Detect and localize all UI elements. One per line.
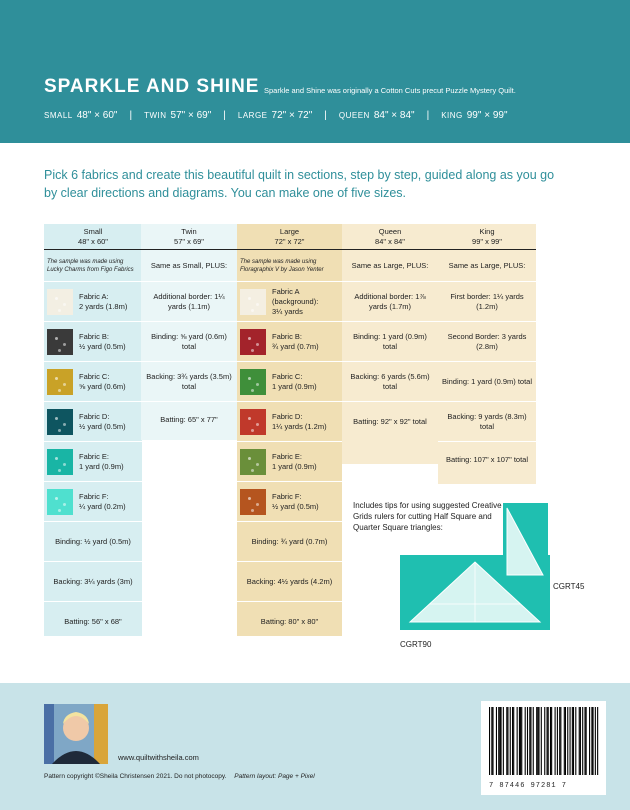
barcode-bar bbox=[510, 707, 511, 775]
barcode-bar bbox=[537, 707, 538, 775]
fabric-row bbox=[44, 282, 142, 322]
barcode-bar bbox=[503, 707, 504, 775]
fabric-swatch bbox=[240, 329, 266, 355]
same-as-cell: Same as Large, PLUS: bbox=[342, 250, 438, 282]
size-dims: 72" x 72" bbox=[274, 237, 305, 246]
copyright-text bbox=[44, 773, 315, 780]
column-header bbox=[237, 224, 342, 250]
fabric-text bbox=[272, 332, 319, 352]
size-label: SMALL bbox=[44, 111, 73, 120]
batting-cell: Batting: 56" x 68" bbox=[64, 617, 122, 626]
fabric-row bbox=[44, 482, 142, 522]
fabric-name: Fabric A: bbox=[79, 291, 109, 301]
fabric-row bbox=[237, 442, 342, 482]
fabric-text bbox=[79, 332, 126, 352]
twin-row: Batting: 65" x 77" bbox=[160, 415, 218, 424]
fabric-swatch bbox=[240, 289, 266, 315]
copyright-line: Pattern copyright ©Sheila Christensen 2021. Do not photocopy. bbox=[44, 773, 227, 780]
fabric-row bbox=[237, 322, 342, 362]
fabric-name: Fabric C: bbox=[79, 371, 110, 381]
column-large bbox=[237, 224, 342, 636]
barcode-bar bbox=[559, 707, 560, 775]
barcode-bar bbox=[575, 707, 576, 775]
fabric-row bbox=[44, 322, 142, 362]
barcode-bar bbox=[550, 707, 551, 775]
barcode-bar bbox=[519, 707, 520, 775]
fabric-amount: ½ yard (0.5m) bbox=[79, 421, 126, 431]
fabric-amount: ¼ yard (0.2m) bbox=[79, 501, 126, 511]
barcode-bar bbox=[517, 707, 518, 775]
barcode-bar bbox=[580, 707, 581, 775]
fabric-swatch bbox=[47, 449, 73, 475]
twin-row: Backing: 3¾ yards (3.5m) total bbox=[141, 362, 237, 402]
size-separator: | bbox=[426, 110, 430, 121]
website-link[interactable]: www.quiltwithsheila.com bbox=[118, 753, 199, 762]
barcode-bar bbox=[541, 707, 542, 775]
pattern-title: SPARKLE AND SHINE bbox=[44, 76, 260, 97]
fabric-swatch bbox=[47, 289, 73, 315]
barcode-bar bbox=[529, 707, 530, 775]
barcode-bar bbox=[555, 707, 556, 775]
size-name: Large bbox=[279, 227, 300, 236]
size-name: Twin bbox=[181, 227, 197, 236]
size-option bbox=[44, 110, 117, 121]
fabric-name: Fabric D: bbox=[79, 411, 110, 421]
fabric-row bbox=[237, 282, 342, 322]
barcode-bar bbox=[548, 707, 549, 775]
barcode-bar bbox=[582, 707, 583, 775]
fabric-text bbox=[79, 452, 124, 472]
barcode-number: 7 87446 97281 7 bbox=[489, 782, 568, 790]
queen-row: Additional border: 1⅞ yards (1.7m) bbox=[342, 282, 438, 322]
layout-credit: Pattern layout: Page + Pixel bbox=[234, 773, 315, 780]
fabric-amount: 1 yard (0.9m) bbox=[272, 461, 317, 471]
binding-cell: Binding: ½ yard (0.5m) bbox=[44, 522, 142, 562]
barcode-bar bbox=[567, 707, 568, 775]
size-option bbox=[238, 110, 312, 121]
barcode-bar bbox=[499, 707, 500, 775]
fabric-name: Fabric E: bbox=[272, 451, 303, 461]
fabric-swatch bbox=[47, 409, 73, 435]
fabric-amount: ¾ yard (0.7m) bbox=[272, 341, 319, 351]
size-dims: 99" x 99" bbox=[472, 237, 502, 246]
sample-note: The sample was made using Lucky Charms from Figo Fabrics bbox=[44, 250, 142, 282]
king-row: Second Border: 3 yards (2.8m) bbox=[438, 322, 536, 362]
batting-cell: Batting: 80" x 80" bbox=[260, 617, 319, 626]
barcode-bar bbox=[512, 707, 513, 775]
fabric-swatch bbox=[47, 329, 73, 355]
barcode-bar bbox=[498, 707, 499, 775]
barcode-bar bbox=[536, 707, 537, 775]
fabric-name: Fabric B: bbox=[272, 331, 303, 341]
queen-row: Batting: 92" x 92" total bbox=[353, 417, 427, 426]
barcode-bar bbox=[513, 707, 514, 775]
fabric-amount: ½ yard (0.5m) bbox=[79, 341, 126, 351]
barcode-bar bbox=[570, 707, 571, 775]
barcode-bar bbox=[527, 707, 528, 775]
fabric-text bbox=[272, 412, 327, 432]
barcode-bar bbox=[595, 707, 596, 775]
fabric-amount: 1 yard (0.9m) bbox=[79, 461, 124, 471]
fabric-text bbox=[79, 492, 126, 512]
fabric-amount: 1 yard (0.9m) bbox=[272, 381, 317, 391]
fabric-name: Fabric D: bbox=[272, 411, 303, 421]
fabric-row bbox=[44, 402, 142, 442]
fabric-amount: ½ yard (0.5m) bbox=[272, 501, 319, 511]
king-row: Batting: 107" x 107" total bbox=[445, 455, 529, 464]
fabric-amount: 2 yards (1.8m) bbox=[79, 301, 128, 311]
fabric-name: Fabric F: bbox=[272, 491, 302, 501]
size-name: Queen bbox=[378, 227, 402, 236]
size-separator: | bbox=[324, 110, 327, 121]
size-list bbox=[44, 110, 508, 121]
barcode-bar bbox=[496, 707, 497, 775]
same-as-cell: Same as Small, PLUS: bbox=[141, 250, 237, 282]
fabric-text bbox=[272, 452, 317, 472]
size-dimensions: 48" × 60" bbox=[76, 110, 118, 121]
fabric-text bbox=[79, 372, 126, 392]
barcode-bar bbox=[538, 707, 539, 775]
barcode-bar bbox=[506, 707, 507, 775]
barcode-bar bbox=[586, 707, 587, 775]
fabric-row bbox=[237, 482, 342, 522]
size-label: LARGE bbox=[237, 111, 268, 120]
fabric-text bbox=[79, 412, 126, 432]
size-label: KING bbox=[441, 111, 463, 120]
backing-cell: Backing: 3¼ yards (3m) bbox=[44, 562, 142, 602]
fabric-text bbox=[272, 492, 319, 512]
binding-cell: Binding: ¾ yard (0.7m) bbox=[237, 522, 342, 562]
column-header bbox=[438, 224, 536, 250]
barcode-bar bbox=[491, 707, 492, 775]
size-dims: 48" x 60" bbox=[78, 237, 108, 246]
column-small bbox=[44, 224, 142, 636]
fabric-name: Fabric B: bbox=[79, 331, 110, 341]
barcode-bar bbox=[547, 707, 548, 775]
king-row: First border: 1¼ yards (1.2m) bbox=[438, 282, 536, 322]
fabric-text bbox=[272, 372, 317, 392]
size-dimensions: 72" × 72" bbox=[271, 110, 313, 121]
column-header bbox=[141, 224, 237, 250]
fabric-row bbox=[44, 362, 142, 402]
barcode-bar bbox=[565, 707, 566, 775]
intro-text: Pick 6 fabrics and create this beautiful quilt in sections, step by step, guided along as you go by clear directions and diagrams. You can make one of five sizes. bbox=[44, 168, 555, 200]
fabric-swatch bbox=[240, 449, 266, 475]
size-name: Small bbox=[83, 227, 103, 236]
size-option bbox=[144, 110, 211, 121]
barcode-bar bbox=[557, 707, 558, 775]
barcode-bar bbox=[597, 707, 598, 775]
fabric-swatch bbox=[47, 489, 73, 515]
size-separator: | bbox=[223, 110, 226, 121]
barcode-bar bbox=[560, 707, 561, 775]
fabric-swatch bbox=[240, 369, 266, 395]
fabric-amount: 1¼ yards (1.2m) bbox=[272, 421, 327, 431]
ruler-label-cgrt45: CGRT45 bbox=[553, 582, 585, 591]
header-banner bbox=[0, 0, 630, 143]
size-label: QUEEN bbox=[338, 111, 370, 120]
barcode-bar bbox=[573, 707, 574, 775]
size-name: King bbox=[479, 227, 495, 236]
barcode-bar bbox=[572, 707, 573, 775]
column-twin bbox=[141, 224, 237, 440]
fabric-swatch bbox=[47, 369, 73, 395]
barcode-bar bbox=[530, 707, 531, 775]
barcode-bar bbox=[507, 707, 508, 775]
fabric-row bbox=[237, 362, 342, 402]
size-dimensions: 84" × 84" bbox=[373, 110, 415, 121]
same-as-cell: Same as Large, PLUS: bbox=[438, 250, 536, 282]
barcode bbox=[481, 701, 606, 795]
fabric-row bbox=[44, 442, 142, 482]
pattern-subtitle: Sparkle and Shine was originally a Cotton Cuts precut Puzzle Mystery Quilt. bbox=[264, 86, 516, 95]
size-separator: | bbox=[129, 110, 133, 121]
size-dimensions: 99" × 99" bbox=[466, 110, 508, 121]
barcode-bar bbox=[544, 707, 545, 775]
fabric-name: Fabric E: bbox=[79, 451, 110, 461]
twin-row: Binding: ⅝ yard (0.6m) total bbox=[141, 322, 237, 362]
barcode-bar bbox=[501, 707, 502, 775]
column-queen bbox=[342, 224, 438, 464]
barcode-bar bbox=[489, 707, 490, 775]
fabric-row bbox=[237, 402, 342, 442]
designer-photo bbox=[44, 704, 108, 764]
fabric-text bbox=[272, 287, 339, 317]
ruler-illustration bbox=[395, 500, 595, 635]
fabric-amount: 3¼ yards bbox=[272, 306, 303, 316]
column-header bbox=[44, 224, 142, 250]
backing-cell: Backing: 4½ yards (4.2m) bbox=[237, 562, 342, 602]
fabric-name: Fabric C: bbox=[272, 371, 303, 381]
barcode-bar bbox=[520, 707, 521, 775]
barcode-bar bbox=[579, 707, 580, 775]
sample-note: The sample was made using Floragraphix V by Jason Yenter bbox=[237, 250, 342, 282]
twin-row: Additional border: 1¼ yards (1.1m) bbox=[141, 282, 237, 322]
barcode-bar bbox=[589, 707, 590, 775]
king-row: Binding: 1 yard (0.9m) total bbox=[438, 362, 536, 402]
barcode-bar bbox=[492, 707, 493, 775]
fabric-swatch bbox=[240, 409, 266, 435]
size-label: TWIN bbox=[144, 111, 167, 120]
size-option bbox=[441, 110, 507, 121]
column-header bbox=[342, 224, 438, 250]
fabric-text bbox=[79, 292, 127, 312]
barcode-bar bbox=[533, 707, 534, 775]
fabric-name: Fabric A (background): bbox=[272, 286, 319, 306]
ruler-label-cgrt90: CGRT90 bbox=[400, 640, 432, 649]
fabric-name: Fabric F: bbox=[79, 491, 109, 501]
barcode-bar bbox=[593, 707, 594, 775]
fabric-amount: ⅝ yard (0.6m) bbox=[79, 381, 126, 391]
barcode-bar bbox=[564, 707, 565, 775]
queen-row: Backing: 6 yards (5.6m) total bbox=[342, 362, 438, 402]
ruler-tips: Includes tips for using suggested Creative Grids rulers for cutting Half Square and Quarter Square triangles: bbox=[353, 501, 502, 532]
barcode-bar bbox=[551, 707, 552, 775]
size-option bbox=[339, 110, 415, 121]
barcode-bar bbox=[584, 707, 585, 775]
column-king bbox=[438, 224, 536, 484]
size-dimensions: 57" × 69" bbox=[170, 110, 212, 121]
barcode-bar bbox=[521, 707, 522, 775]
fabric-swatch bbox=[240, 489, 266, 515]
queen-row: Binding: 1 yard (0.9m) total bbox=[342, 322, 438, 362]
barcode-bar bbox=[525, 707, 526, 775]
barcode-bar bbox=[591, 707, 592, 775]
size-dims: 84" x 84" bbox=[375, 237, 405, 246]
size-dims: 57" x 69" bbox=[174, 237, 204, 246]
king-row: Backing: 9 yards (8.3m) total bbox=[438, 402, 536, 442]
